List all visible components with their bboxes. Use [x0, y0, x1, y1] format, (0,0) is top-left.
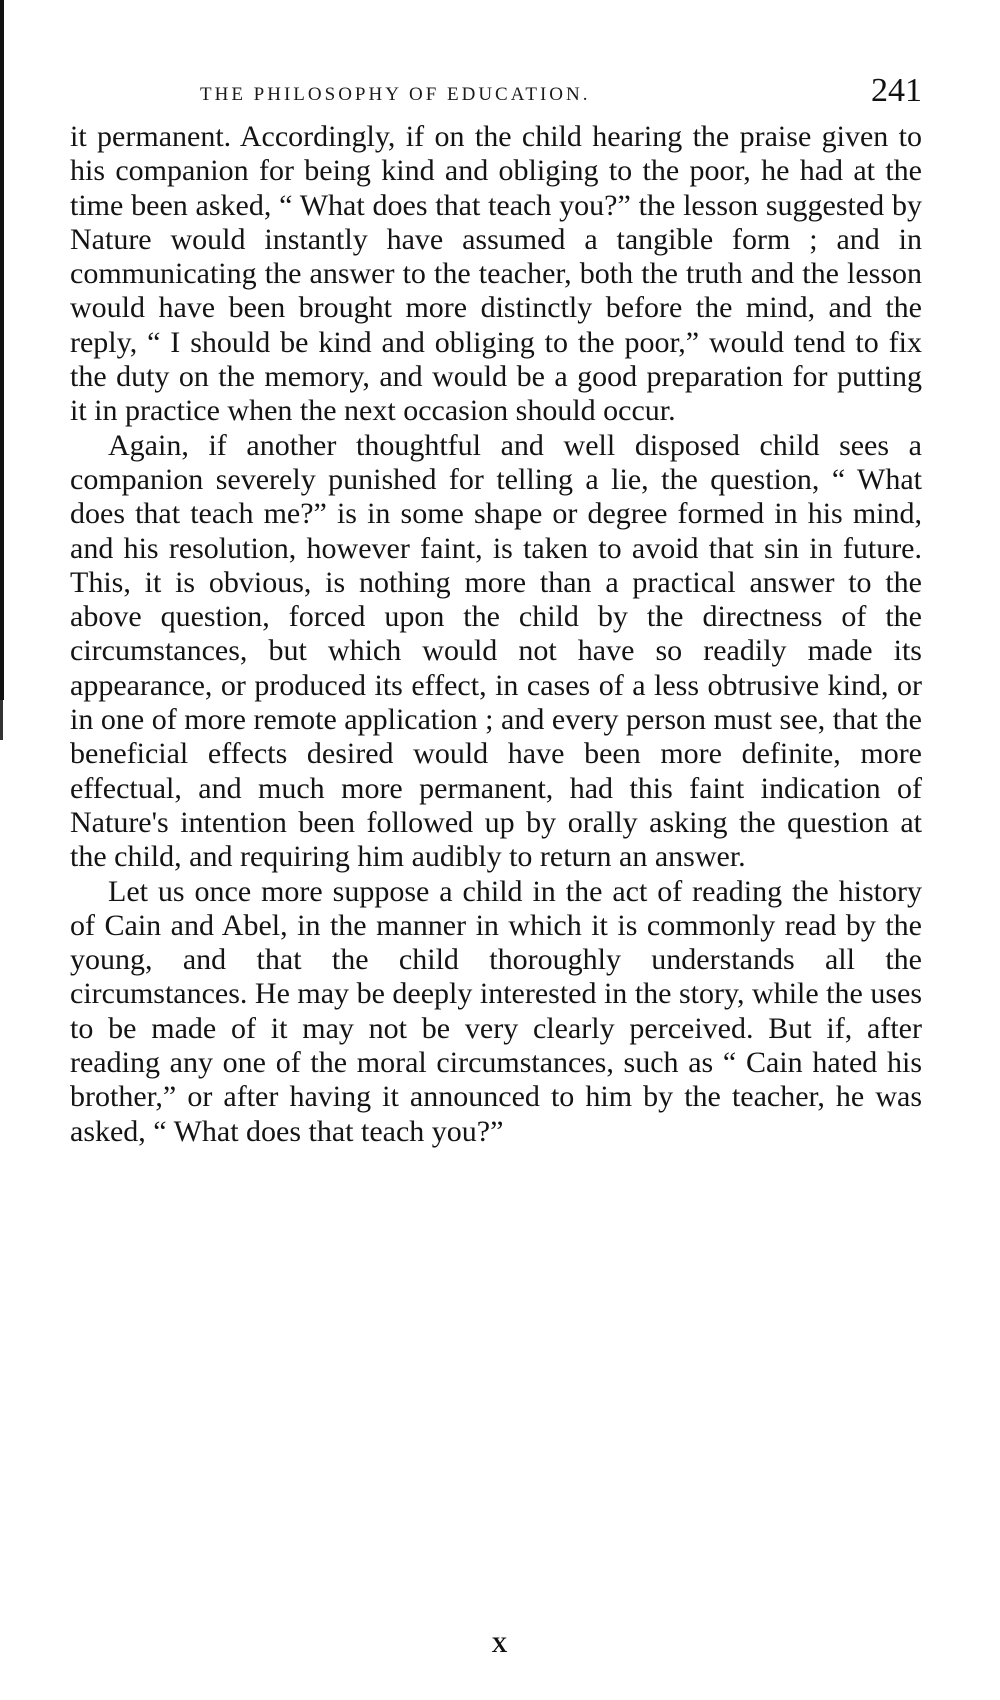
page-edge-shadow-lower — [0, 700, 3, 740]
paragraph: Again, if another thoughtful and well disposed child sees a companion severely punished for telling a lie, the question, “ What does that teach me?” is in some shape or degree formed in his mind, and his resolution, however faint, is taken to avoid that sin in future. This, it is obvious, is nothing more than a practical answer to the above question, forced upon the child by the directness of the circumstances, but which would not have so readily made its appearance, or produced its effect, in cases of a less obtrusive kind, or in one of more remote application ; and every person must see, that the beneficial effects desired would have been more definite, more effectual, and much more permanent, had this faint indication of Nature's intention been followed up by orally asking the question at the child, and requiring him audibly to return an answer. — [70, 428, 922, 874]
page-number: 241 — [871, 72, 922, 109]
body-text — [70, 120, 922, 1149]
signature-mark: X — [491, 1632, 509, 1657]
paragraph-continued: it permanent. Accordingly, if on the child hearing the praise given to his companion for being kind and obliging to the poor, he had at the time been asked, “ What does that teach you?” the lesson suggested by Nature would instantly have assumed a tangible form ; and in communicating the answer to the teacher, both the truth and the lesson would have been brought more distinctly before the mind, and the reply, “ I should be kind and obliging to the poor,” would tend to fix the duty on the memory, and would be a good preparation for putting it in practice when the next occasion should occur. — [70, 120, 922, 428]
page-edge-shadow — [0, 0, 4, 700]
paragraph: Let us once more suppose a child in the act of reading the history of Cain and Abel, in the manner in which it is commonly read by the young, and that the child thoroughly understands all the circumstances. He may be deeply interested in the story, while the uses to be made of it may not be very clearly perceived. But if, after reading any one of the moral circumstances, such as “ Cain hated his brother,” or after having it announced to him by the teacher, he was asked, “ What does that teach you?” — [70, 874, 922, 1148]
running-head — [70, 70, 940, 110]
running-title: THE PHILOSOPHY OF EDUCATION. — [200, 84, 591, 105]
